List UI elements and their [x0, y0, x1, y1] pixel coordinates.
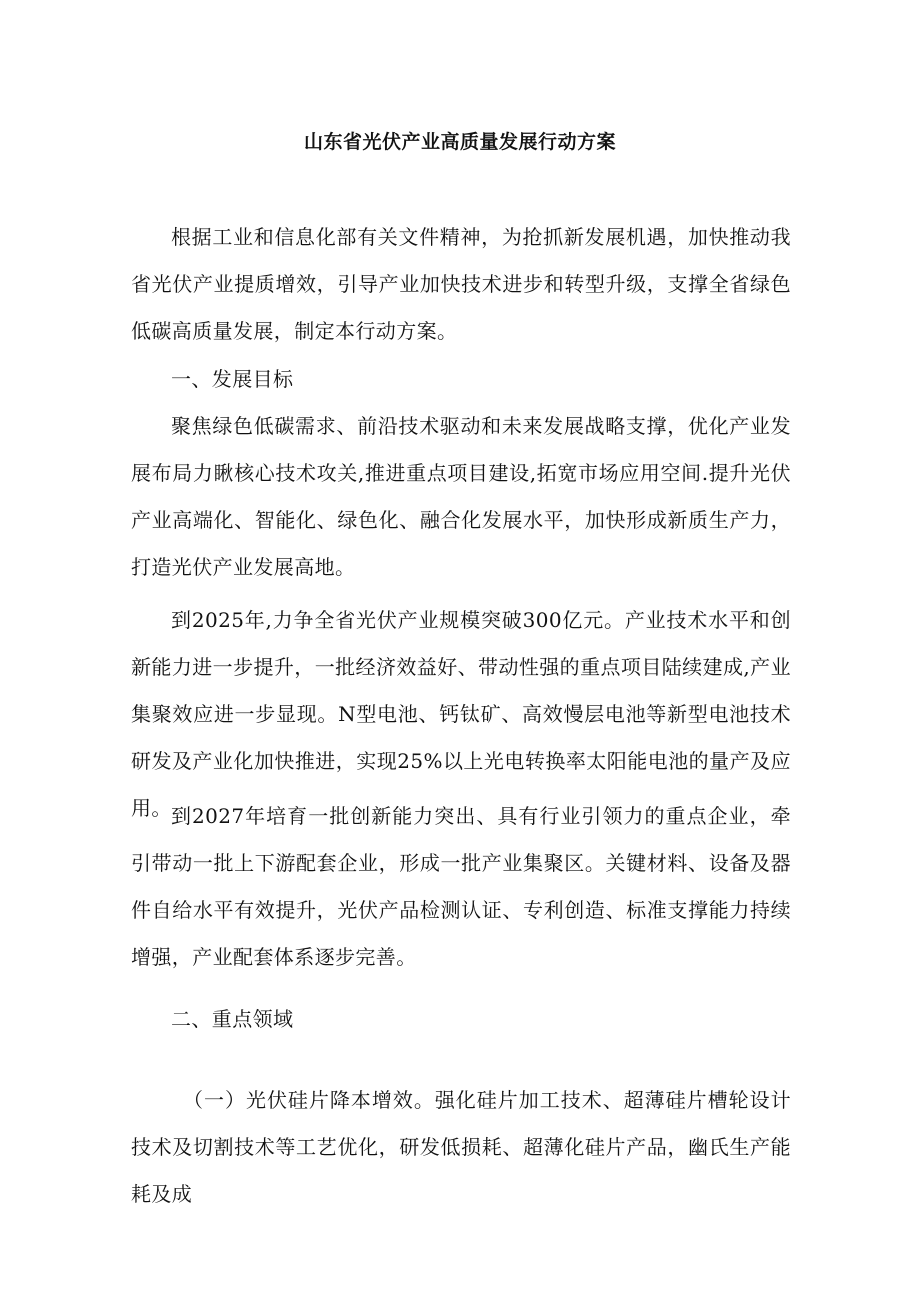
goals-paragraph-2027: 到2027年培育一批创新能力突出、具有行业引领力的重点企业，牵引带动一批上下游配套企业，形成一批产业集聚区。关键材料、设备及器件自给水平有效提升，光伏产品检测认证、专利创造、标准支撑能力持续增强，产业配套体系逐步完善。	[131, 804, 791, 969]
goals-paragraph-2025: 到2025年,力争全省光伏产业规模突破300亿元。产业技术水平和创新能力进一步提升，一批经济效益好、带动性强的重点项目陆续建成,产业集聚效应进一步显现。N型电池、钙钛矿、高效慢层电池等新型电池技术研发及产业化加快推进，实现25%以上光电转换率太阳能电池的量产及应用。	[131, 608, 791, 820]
section-heading-key-areas: 二、重点领域	[171, 1007, 294, 1031]
goals-paragraph-overview: 聚焦绿色低碳需求、前沿技术驱动和未来发展战略支撑，优化产业发展布局力瞅核心技术攻关,推进重点项目建设,拓宽市场应用空间.提升光伏产业高端化、智能化、绿色化、融合化发展水平，加快形成新质生产力，打造光伏产业发展高地。	[131, 414, 791, 579]
document-title: 山东省光伏产业高质量发展行动方案	[303, 131, 616, 153]
section-heading-goals: 一、发展目标	[171, 367, 294, 391]
key-area-paragraph-wafer: （一）光伏硅片降本增效。强化硅片加工技术、超薄硅片槽轮设计技术及切割技术等工艺优化，研发低损耗、超薄化硅片产品，幽氏生产能耗及成	[131, 1088, 791, 1206]
intro-paragraph: 根据工业和信息化部有关文件精神，为抢抓新发展机遇，加快推动我省光伏产业提质增效，引导产业加快技术进步和转型升级，支撑全省绿色低碳高质量发展，制定本行动方案。	[131, 225, 791, 343]
